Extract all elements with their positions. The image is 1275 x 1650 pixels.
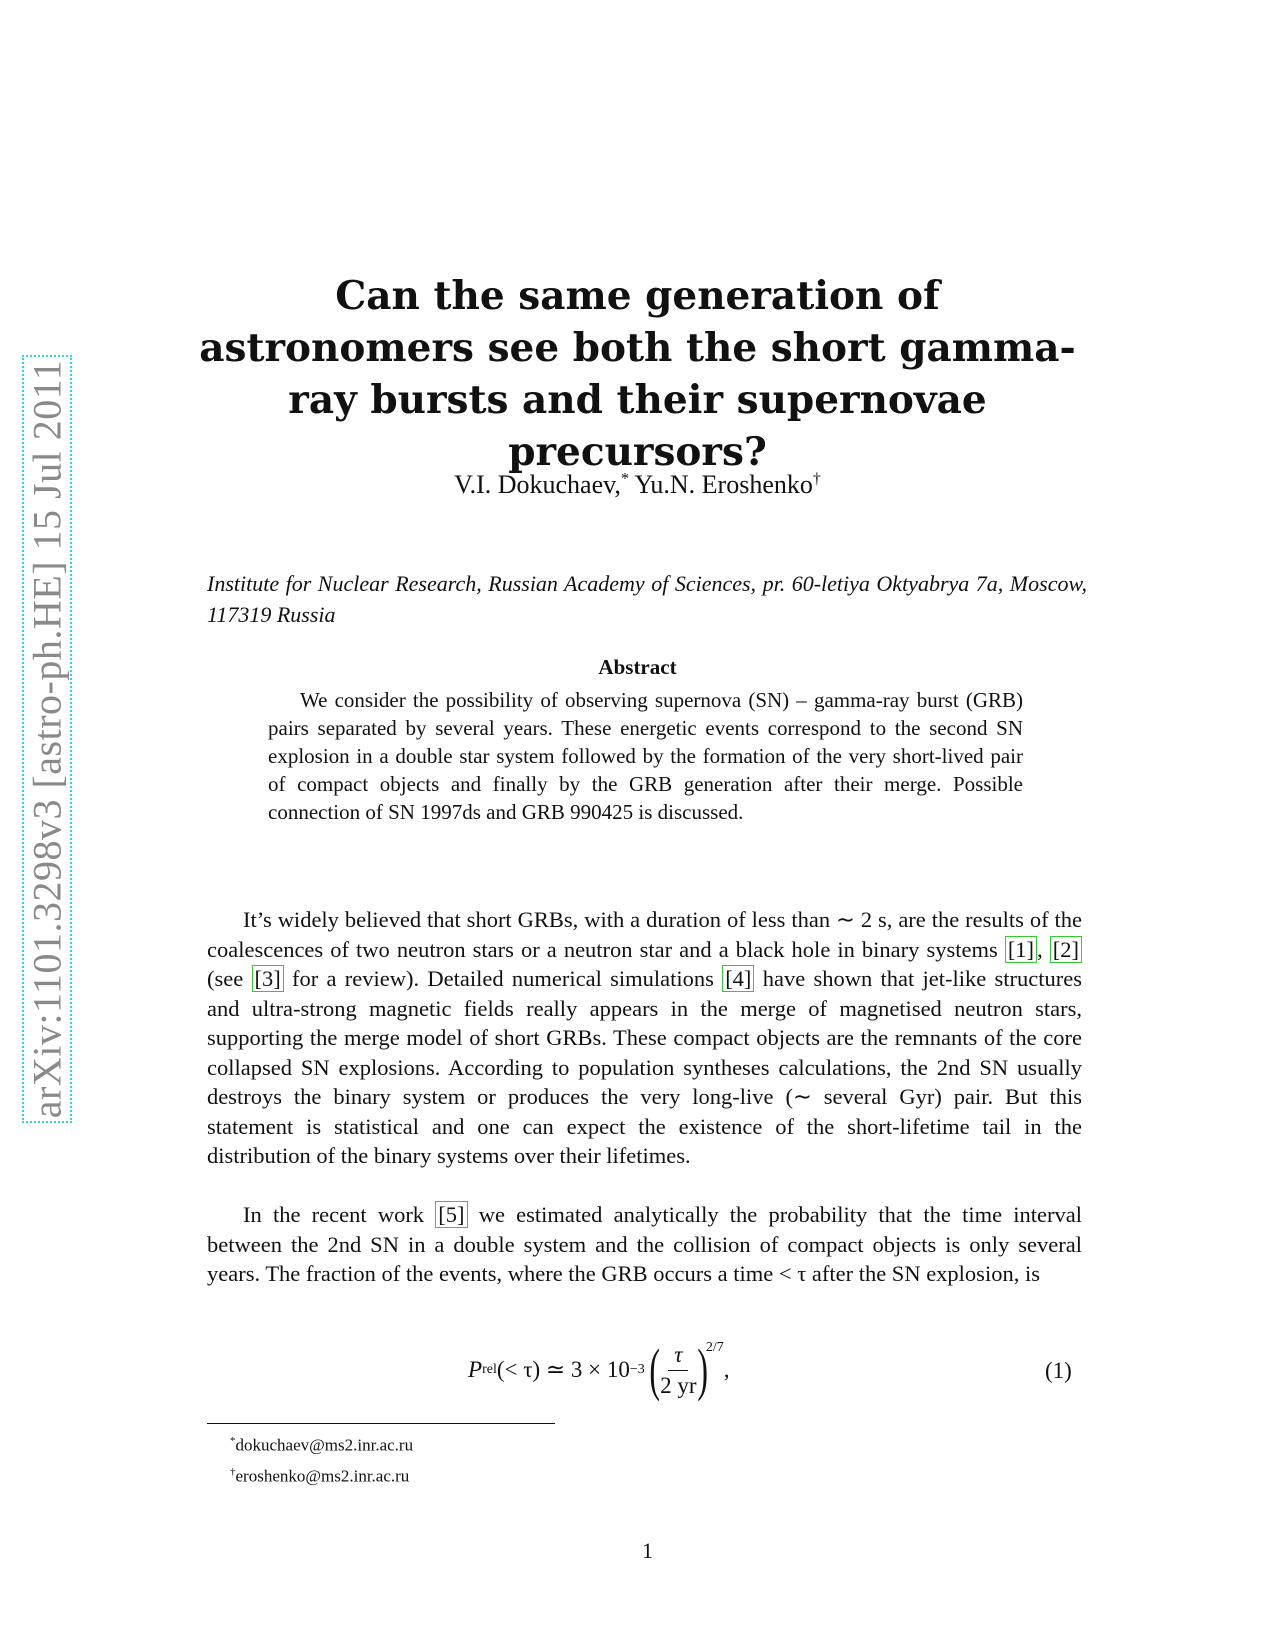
footnote-1 (230, 1428, 413, 1459)
eq-lhs-var: P (468, 1357, 483, 1382)
eq-open-paren: ( (649, 1337, 660, 1402)
eq-exponent: −3 (629, 1362, 645, 1377)
eq-frac-denominator: 2 yr (660, 1372, 697, 1398)
footnote-2-mark: † (230, 1465, 236, 1478)
body-paragraph-2 (207, 1200, 1082, 1289)
affiliation: Institute for Nuclear Research, Russian Academy of Sciences, pr. 60-letiya Oktyabrya 7a, Moscow, 117319 Russia (207, 571, 1087, 627)
arxiv-stamp-text: arXiv:1101.3298v3 [astro-ph.HE] 15 Jul 2011 (24, 359, 70, 1119)
eq-frac-numerator: τ (668, 1342, 688, 1371)
author-2: Yu.N. Eroshenko (634, 470, 813, 499)
equation-1 (468, 1337, 730, 1402)
p2-text-a: In the recent work (243, 1202, 436, 1227)
p1-text-a: It’s widely believed that short GRBs, with a duration of less than ∼ 2 s, are the results of the coalescences of two neutron stars or a neutron star and a black hole in binary systems (207, 907, 1082, 962)
p1-text-c: (see (207, 966, 252, 991)
paper-title: Can the same generation of astronomers see both the short gamma-ray bursts and their supernovae precursors? (199, 273, 1076, 475)
eq-power: 2/7 (705, 1340, 724, 1355)
p1-text-d: for a review). Detailed numerical simulations (283, 966, 723, 991)
footnote-divider (207, 1423, 555, 1424)
citation-link-5[interactable]: [5] (435, 1201, 467, 1228)
citation-link-1[interactable]: [1] (1005, 936, 1037, 963)
arxiv-stamp (22, 355, 72, 1123)
author-2-footnote-mark[interactable]: † (812, 470, 821, 488)
citation-link-3[interactable]: [3] (252, 965, 284, 992)
eq-lhs-sub: rel (482, 1362, 497, 1377)
footnote-2 (230, 1459, 413, 1490)
footnote-1-email: dokuchaev@ms2.inr.ac.ru (235, 1435, 414, 1455)
author-1: V.I. Dokuchaev, (454, 470, 621, 499)
authors (195, 470, 1080, 500)
eq-close-paren: ) (696, 1337, 708, 1402)
author-1-footnote-mark[interactable]: * (620, 470, 629, 488)
footnote-2-email: eroshenko@ms2.inr.ac.ru (235, 1466, 410, 1486)
body-paragraph-1 (207, 905, 1082, 1171)
eq-fraction (660, 1342, 696, 1399)
page-number: 1 (642, 1538, 653, 1563)
p2-text-b: we estimated analytically the probability that the time interval between the 2nd SN in a double system and the collision of compact objects is only several years. The fraction of the events, where the GRB occurs a time < τ after the SN explosion, is (207, 1202, 1082, 1286)
equation-number: (1) (1045, 1358, 1072, 1383)
citation-link-4[interactable]: [4] (722, 965, 754, 992)
abstract-text: We consider the possibility of observing supernova (SN) – gamma-ray burst (GRB) pairs separated by several years. These energetic events correspond to the second SN explosion in a double star system followed by the formation of the very short-lived pair of compact objects and finally by the GRB generation after their merge. Possible connection of SN 1997ds and GRB 990425 is discussed. (268, 688, 1023, 824)
p1-text-e: have shown that jet-like structures and ultra-strong magnetic fields really appears in the merge of magnetised neutron stars, supporting the merge model of short GRBs. These compact objects are the remnants of the core collapsed SN explosions. According to population syntheses calculations, the 2nd SN usually destroys the binary system or produces the very long-live (∼ several Gyr) pair. But this statement is statistical and one can expect the existence of the short-lifetime tail in the distribution of the binary systems over their lifetimes. (207, 966, 1082, 1168)
p1-text-b: , (1037, 936, 1050, 962)
abstract-heading: Abstract (598, 655, 677, 679)
footnote-1-mark: * (230, 1435, 236, 1447)
citation-link-2[interactable]: [2] (1050, 936, 1082, 963)
eq-lhs-arg: (< τ) ≃ 3 × 10 (496, 1357, 630, 1382)
eq-trailing-comma: , (723, 1357, 730, 1382)
footnotes (230, 1428, 413, 1489)
